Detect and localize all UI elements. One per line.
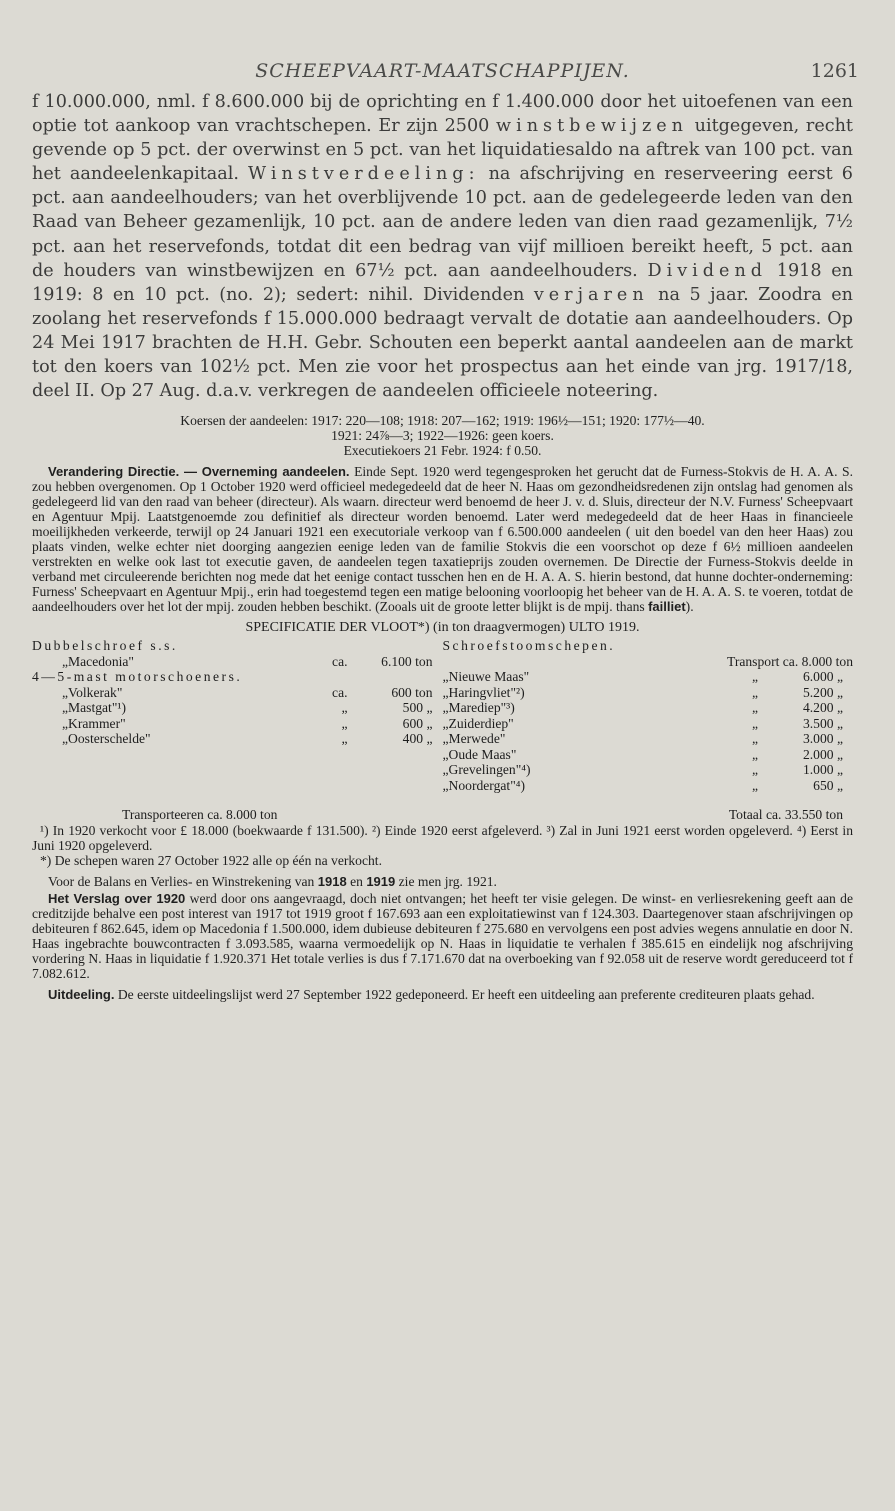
text-segment: uitgegeven, recht gevende op 5 pct. der overwinst en 5 pct. van het liquidatiesaldo na aftrek van 100 pct. van het aandeelenkapitaal. <box>32 116 853 185</box>
text-segment: Einde Sept. 1920 werd tegengesproken het gerucht dat de Furness-Stokvis de H. A. A. S. zou hebben overgenomen. Op 1 October 1920 werd officieel medegedeeld dat de heer N. Haas om gezondheidsredenen zijn ontslag had genomen als gedelegeerd lid van den raad van beheer (directeur). Als waarn. directeur werd benoemd de heer J. v. d. Sluis, directeur der N.V. Furness' Scheepvaart en Agentuur Mpij. Laatstgenoemde zou definitief als directeur worden benoemd. Later werd medegedeeld dat de heer Haas in financieele moeilijkheden verkeerde, terwijl op 24 Januari 1921 een executoriale verkoop van f 6.500.000 aandeelen ( uit den boedel van den heer Haas) zou plaats vinden, welke echter niet doorging aangezien eenige leden van de familie Stokvis die een voorschot op deze f 6½ millioen aandeelen verstrekten en welke ook last tot executie gaven, de aandeelen tegen taxatieprijs zouden overnemen. De Directie der Furness-Stokvis deelde in verband met circuleerende berichten nog mede dat het eenige contact tusschen hen en de H. A. A. S. hierin bestond, dat hunne dochter-onderneming: Furness' Scheepvaart en Agentuur Mpij., erin had toegestemd tegen een matige belooning voorloopig het beheer van de H. A. A. S. te voeren, totdat de aandeelhouders over het lot der mpij. zouden hebben beschikt. (Zooals uit de groote letter blijkt is de mpij. thans <box>32 464 854 615</box>
fleet-heading: Dubbelschroef s.s. <box>32 638 178 654</box>
running-header <box>32 0 859 90</box>
text-segment: en <box>346 874 367 890</box>
uitdeeling-paragraph <box>32 987 853 1002</box>
running-title: SCHEEPVAART-MAATSCHAPPIJEN. <box>255 60 630 82</box>
share-prices <box>32 413 853 458</box>
koersen-line: Koersen der aandeelen: 1917: 220—108; 1918: 207—162; 1919: 196½—151; 1920: 177½—40. <box>180 413 705 429</box>
text-segment: Voor de Balans en Verlies- en Winstrekening van <box>48 874 318 890</box>
ship-row <box>443 731 854 747</box>
ship-row <box>443 669 854 685</box>
company-paragraph <box>32 90 853 403</box>
fleet-table <box>32 638 853 793</box>
ship-row <box>443 685 854 701</box>
ship-name: „Macedonia" <box>62 653 134 669</box>
footnote: ¹) In 1920 verkocht voor £ 18.000 (boekwaarde f 131.500). ²) Einde 1920 eerst afgeleverd. ³) Zal in Juni 1921 eerst worden opgeleverd. ⁴) Eerst in Juni 1920 opgeleverd. <box>32 823 853 854</box>
text-segment: zie men jrg. 1921. <box>395 874 497 890</box>
main-text <box>32 90 853 403</box>
ship-row <box>32 654 443 670</box>
spaced-term: Dividend <box>647 260 768 281</box>
text-segment: ). <box>685 599 694 615</box>
text-segment: na 5 jaar. Zoodra en zoolang het reservefonds f 15.000.000 bedraagt vervalt de dotatie aan aandeelhouders. Op 24 Mei 1917 brachten de H.H. Gebr. Schouten een beperkt aantal aandeelen aan de markt tot den koers van 102½ pct. Men zie voor het prospectus aan het einde van jrg. 1917/18, deel II. Op 27 Aug. d.a.v. verkregen de aandeelen officieele noteering. <box>32 284 853 402</box>
ship-qualifier: „ <box>751 731 758 747</box>
fleet-right-column <box>443 638 854 793</box>
koersen-line: Executiekoers 21 Febr. 1924: f 0.50. <box>343 443 542 459</box>
section-heading: Uitdeeling. <box>48 987 115 1003</box>
bold-year: 1919 <box>366 874 396 890</box>
ship-name: „Krammer" <box>62 715 126 731</box>
fleet-totals <box>32 807 853 823</box>
koersen-line: 1921: 24⅞—3; 1922—1926: geen koers. <box>331 428 554 444</box>
ship-name: „Marediep"³) <box>442 700 515 716</box>
ship-tonnage: 650 „ <box>813 777 843 793</box>
spaced-term: verjaren <box>533 284 649 305</box>
ship-tonnage: 5.200 „ <box>802 684 843 700</box>
page-number: 1261 <box>810 60 859 82</box>
ship-name: „Mastgat"¹) <box>62 700 126 716</box>
ship-qualifier: „ <box>341 700 348 716</box>
ship-row <box>443 700 854 716</box>
ship-qualifier: „ <box>751 700 758 716</box>
transport-line: Transport ca. 8.000 ton <box>727 653 853 669</box>
ship-row <box>32 700 443 716</box>
ship-name: „Volkerak" <box>62 684 123 700</box>
ship-qualifier: ca. <box>332 684 348 700</box>
ship-row <box>443 747 854 763</box>
text-segment: 1918 en 1919: 8 en 10 pct. (no. 2); sedert: nihil. Dividenden <box>32 260 853 305</box>
balans-paragraph <box>32 874 853 889</box>
section-heading: Het Verslag over 1920 <box>48 891 186 907</box>
ship-qualifier: ca. <box>332 653 348 669</box>
ship-row <box>32 731 443 747</box>
footnote: *) De schepen waren 27 October 1922 alle op één na verkocht. <box>40 853 382 869</box>
ship-qualifier: „ <box>751 777 758 793</box>
ship-tonnage: 6.100 ton <box>381 653 433 669</box>
section-heading: Verandering Directie. — Overneming aandeelen. <box>48 464 350 480</box>
text-segment: na afschrijving en reserveering eerst 6 pct. aan aandeelhouders; van het overblijvende 10 pct. aan de gedelegeerde leden van den Raad van Beheer gezamenlijk, 10 pct. aan de andere leden van dien raad gezamenlijk, 7½ pct. aan het reservefonds, totdat dit een bedrag van vijf millioen bereikt heeft, 5 pct. aan de houders van winstbewijzen en 67½ pct. aan aandeelhouders. <box>32 164 853 281</box>
ship-name: „Nieuwe Maas" <box>442 669 530 685</box>
ship-row <box>443 762 854 778</box>
fleet-title: SPECIFICATIE DER VLOOT*) (in ton draagvermogen) ULTO 1919. <box>245 620 640 636</box>
ship-name: „Merwede" <box>442 731 506 747</box>
fleet-left-column <box>32 638 443 793</box>
ship-tonnage: 400 „ <box>402 731 433 747</box>
ship-name: „Oosterschelde" <box>62 731 151 747</box>
fleet-heading: 4—5-mast motorschoeners. <box>32 669 243 685</box>
bold-year: 1918 <box>317 874 347 890</box>
ship-tonnage: 1.000 „ <box>802 762 843 778</box>
ship-name: „Oude Maas" <box>442 746 517 762</box>
ship-qualifier: „ <box>751 684 758 700</box>
text-segment: De eerste uitdeelingslijst werd 27 September 1922 gedeponeerd. Er heeft een uitdeeling aan preferente crediteuren plaats gehad. <box>114 987 815 1003</box>
ship-tonnage: 500 „ <box>402 700 433 716</box>
ship-row <box>443 778 854 794</box>
ship-row <box>443 716 854 732</box>
ship-qualifier: „ <box>751 669 758 685</box>
ship-qualifier: „ <box>751 746 758 762</box>
ship-qualifier: „ <box>751 715 758 731</box>
transporteeren-total: Transporteeren ca. 8.000 ton <box>122 807 278 823</box>
ship-tonnage: 3.500 „ <box>802 715 843 731</box>
ship-row <box>32 716 443 732</box>
ship-name: „Noordergat"⁴) <box>442 777 526 793</box>
ship-row <box>32 685 443 701</box>
ship-qualifier: „ <box>341 731 348 747</box>
fleet-heading: Schroefstoomschepen. <box>442 638 616 654</box>
verslag-paragraph <box>32 891 853 981</box>
ship-qualifier: „ <box>341 715 348 731</box>
grand-total: Totaal ca. 33.550 ton <box>728 807 843 823</box>
ship-tonnage: 6.000 „ <box>802 669 843 685</box>
ship-name: „Grevelingen"⁴) <box>442 762 531 778</box>
ship-name: „Zuiderdiep" <box>442 715 514 731</box>
text-segment: werd door ons aangevraagd, doch niet ontvangen; het heeft ter visie gelegen. De winst- en verliesrekening geeft aan de creditzijde behalve een post interest van 1917 tot 1919 groot f 167.693 aan een exploitatiewinst van f 124.303. Daartegenover staan afschrijvingen op debiteuren f 862.645, idem op Macedonia f 1.500.000, idem dubieuse debiteuren f 275.680 en vervolgens een post advies wegens annulatie en door N. Haas ingebrachte bouwcontracten f 3.093.585, waarna vermoedelijk op N. Haas in liquidatie te verhalen f 385.615 en eindelijk nog afschrijving vordering N. Haas in liquidatie f 1.920.371 Het totale verlies is dus f 7.171.670 dat na overboeking van f 92.058 uit de reserve wordt gereduceerd tot f 7.082.612. <box>32 891 853 982</box>
directie-paragraph <box>32 464 853 614</box>
ship-tonnage: 600 ton <box>391 684 433 700</box>
ship-qualifier: „ <box>751 762 758 778</box>
spaced-term: winstbewijzen <box>496 116 688 137</box>
spaced-term: Winstverdeeling: <box>248 164 480 185</box>
ship-name: „Haringvliet"²) <box>442 684 525 700</box>
ship-tonnage: 2.000 „ <box>802 746 843 762</box>
ship-tonnage: 4.200 „ <box>802 700 843 716</box>
ship-tonnage: 600 „ <box>402 715 433 731</box>
ship-tonnage: 3.000 „ <box>802 731 843 747</box>
text-segment: f 10.000.000, nml. f 8.600.000 bij de oprichting en f 1.400.000 door het uitoefenen van een optie tot aankoop van vrachtschepen. Er zijn 2500 <box>32 92 853 137</box>
bold-term: failliet <box>648 599 686 615</box>
